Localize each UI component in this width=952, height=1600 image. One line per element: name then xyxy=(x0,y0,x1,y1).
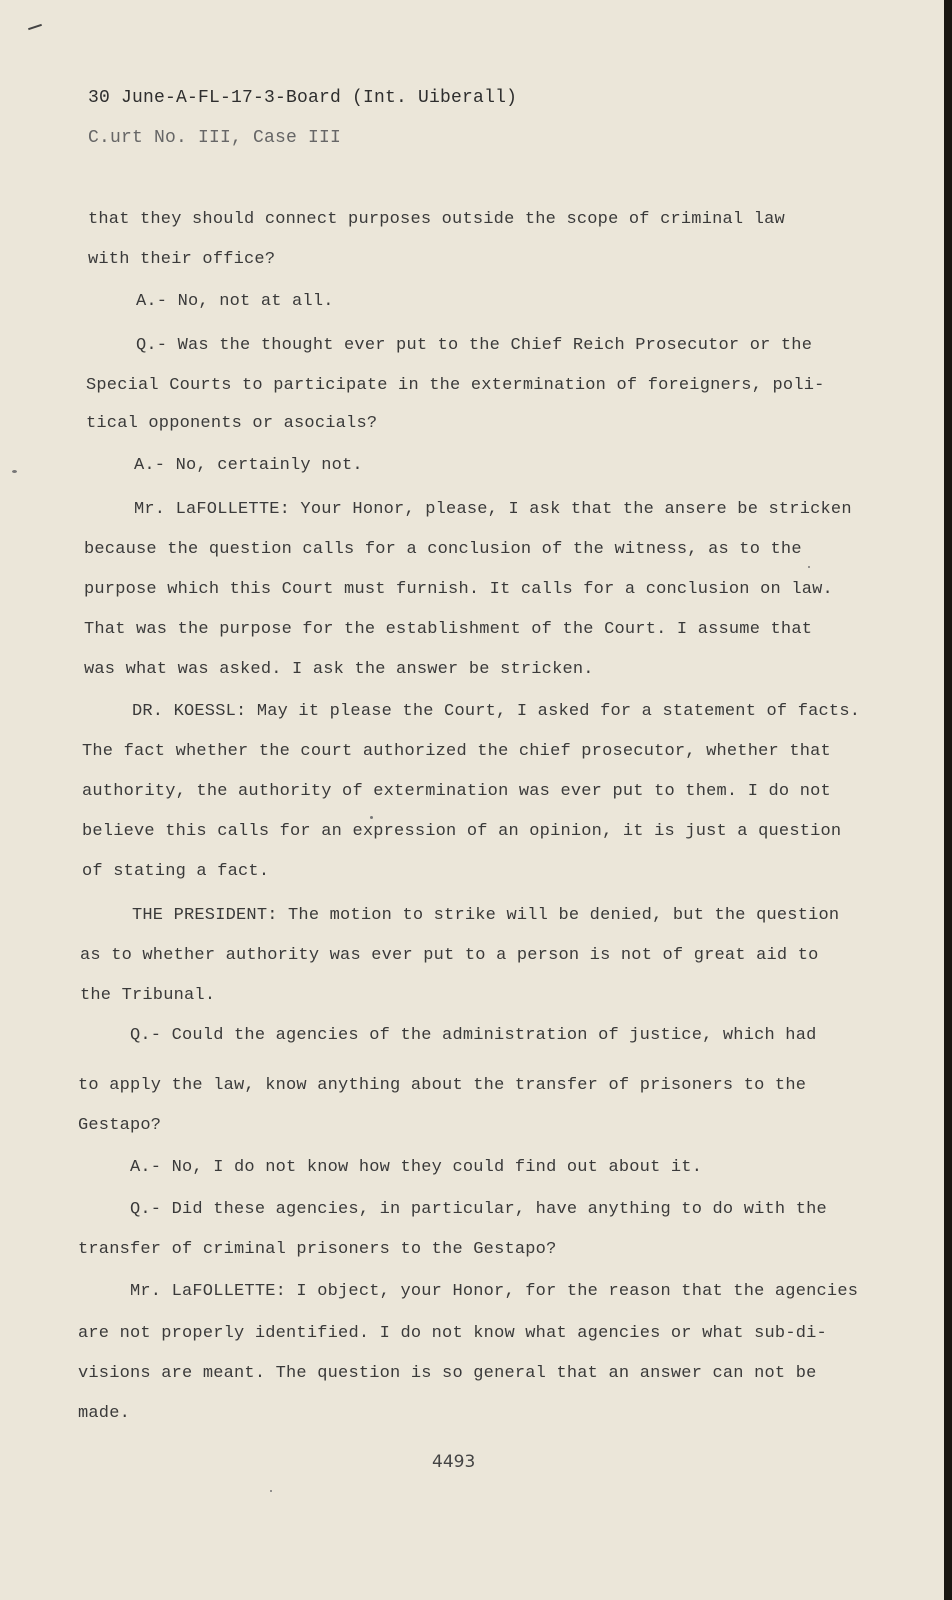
question-line: Q.- Could the agencies of the administration of justice, which had xyxy=(130,1026,817,1045)
page-number: 4493 xyxy=(432,1452,476,1472)
court-case-line: C.urt No. III, Case III xyxy=(88,128,342,148)
text-line: authority, the authority of extermination was ever put to them. I do not xyxy=(82,782,831,801)
objection-line: Mr. LaFOLLETTE: Your Honor, please, I ask that the ansere be stricken xyxy=(134,500,852,519)
text-line: visions are meant. The question is so general that an answer can not be xyxy=(78,1364,817,1383)
text-line: made. xyxy=(78,1404,131,1423)
question-line: Q.- Was the thought ever put to the Chief Reich Prosecutor or the xyxy=(136,336,813,355)
text-line: was what was asked. I ask the answer be stricken. xyxy=(84,660,594,679)
text-line: purpose which this Court must furnish. It calls for a conclusion on law. xyxy=(84,580,833,599)
paper-speck xyxy=(370,816,373,819)
text-line: that they should connect purposes outside the scope of criminal law xyxy=(88,210,785,229)
paper-speck xyxy=(270,1490,272,1492)
question-line: Q.- Did these agencies, in particular, have anything to do with the xyxy=(130,1200,827,1219)
text-line: with their office? xyxy=(88,250,276,269)
text-line: are not properly identified. I do not know what agencies or what sub-di- xyxy=(78,1324,827,1343)
text-line: to apply the law, know anything about the transfer of prisoners to the xyxy=(78,1076,807,1095)
text-line: That was the purpose for the establishment of the Court. I assume that xyxy=(84,620,813,639)
answer-line: A.- No, I do not know how they could find out about it. xyxy=(130,1158,703,1177)
statement-line: DR. KOESSL: May it please the Court, I asked for a statement of facts. xyxy=(132,702,861,721)
objection-line: Mr. LaFOLLETTE: I object, your Honor, for the reason that the agencies xyxy=(130,1282,859,1301)
text-line: because the question calls for a conclusion of the witness, as to the xyxy=(84,540,802,559)
transcript-header-line: 30 June-A-FL-17-3-Board (Int. Uiberall) xyxy=(88,88,518,108)
text-line: Gestapo? xyxy=(78,1116,162,1135)
text-line: tical opponents or asocials? xyxy=(86,414,378,433)
answer-line: A.- No, certainly not. xyxy=(134,456,363,475)
text-line: as to whether authority was ever put to a person is not of great aid to xyxy=(80,946,819,965)
text-line: the Tribunal. xyxy=(80,986,216,1005)
scan-edge xyxy=(944,0,948,1600)
text-line: The fact whether the court authorized the chief prosecutor, whether that xyxy=(82,742,831,761)
text-line: believe this calls for an expression of an opinion, it is just a question xyxy=(82,822,842,841)
paper-speck xyxy=(12,470,17,473)
pen-mark xyxy=(28,24,42,30)
ruling-line: THE PRESIDENT: The motion to strike will be denied, but the question xyxy=(132,906,840,925)
paper-speck xyxy=(808,566,810,568)
answer-line: A.- No, not at all. xyxy=(136,292,334,311)
text-line: of stating a fact. xyxy=(82,862,270,881)
text-line: Special Courts to participate in the extermination of foreigners, poli- xyxy=(86,376,825,395)
text-line: transfer of criminal prisoners to the Gestapo? xyxy=(78,1240,557,1259)
